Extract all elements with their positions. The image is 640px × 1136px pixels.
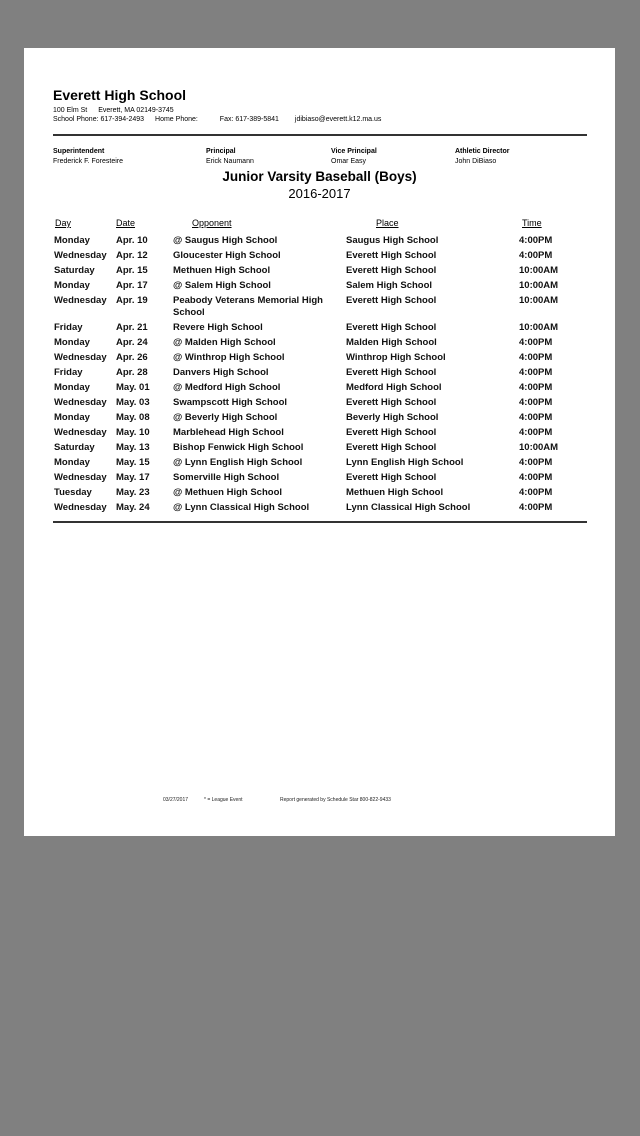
header-divider [53, 134, 587, 136]
game-time: 4:00PM [519, 352, 553, 363]
table-row [24, 235, 615, 250]
column-header-date: Date [116, 218, 136, 228]
table-row [24, 397, 615, 412]
game-opponent: @ Saugus High School [173, 235, 278, 246]
game-place: Everett High School [346, 265, 437, 276]
game-opponent: @ Salem High School [173, 280, 271, 291]
game-place: Saugus High School [346, 235, 439, 246]
table-row [24, 442, 615, 457]
game-time: 4:00PM [519, 235, 553, 246]
game-place: Lynn English High School [346, 457, 464, 468]
game-opponent: Danvers High School [173, 367, 269, 378]
game-opponent: Bishop Fenwick High School [173, 442, 304, 453]
game-date: Apr. 28 [116, 367, 148, 378]
staff-name: John DiBiaso [455, 158, 497, 165]
school-name: Everett High School [53, 87, 187, 103]
staff-superintendent [53, 147, 123, 167]
game-place: Everett High School [346, 295, 437, 306]
staff-principal [206, 147, 254, 167]
game-day: Monday [54, 457, 90, 468]
game-date: May. 03 [116, 397, 150, 408]
table-row [24, 382, 615, 397]
game-day: Friday [54, 322, 83, 333]
game-place: Methuen High School [346, 487, 444, 498]
game-time: 4:00PM [519, 382, 553, 393]
game-day: Monday [54, 412, 90, 423]
table-row [24, 367, 615, 382]
game-time: 10:00AM [519, 322, 559, 333]
game-date: Apr. 10 [116, 235, 148, 246]
game-date: Apr. 12 [116, 250, 148, 261]
game-day: Monday [54, 382, 90, 393]
report-title: Junior Varsity Baseball (Boys) [222, 169, 417, 184]
game-opponent: @ Malden High School [173, 337, 276, 348]
game-date: May. 08 [116, 412, 150, 423]
column-header-time: Time [522, 218, 542, 228]
table-row [24, 352, 615, 367]
game-day: Monday [54, 235, 90, 246]
game-time: 10:00AM [519, 442, 559, 453]
document-page [24, 48, 615, 836]
game-place: Everett High School [346, 427, 437, 438]
game-day: Saturday [54, 442, 95, 453]
table-row [24, 250, 615, 265]
table-row [24, 280, 615, 295]
game-date: May. 10 [116, 427, 150, 438]
schedule-table [24, 235, 615, 517]
game-place: Everett High School [346, 397, 437, 408]
game-opponent: Somerville High School [173, 472, 280, 483]
game-opponent: @ Beverly High School [173, 412, 278, 423]
table-row [24, 487, 615, 502]
game-time: 4:00PM [519, 502, 553, 513]
game-day: Wednesday [54, 397, 107, 408]
game-place: Winthrop High School [346, 352, 446, 363]
table-row [24, 412, 615, 427]
game-opponent: @ Lynn Classical High School [173, 502, 310, 513]
staff-name: Omar Easy [331, 158, 367, 165]
game-place: Everett High School [346, 367, 437, 378]
game-place: Salem High School [346, 280, 433, 291]
game-opponent: @ Winthrop High School [173, 352, 285, 363]
game-opponent: @ Methuen High School [173, 487, 283, 498]
game-opponent: Swampscott High School [173, 397, 288, 408]
game-time: 4:00PM [519, 427, 553, 438]
game-time: 4:00PM [519, 412, 553, 423]
game-time: 10:00AM [519, 295, 559, 306]
game-day: Monday [54, 280, 90, 291]
game-place: Malden High School [346, 337, 437, 348]
game-place: Beverly High School [346, 412, 439, 423]
game-day: Friday [54, 367, 83, 378]
game-day: Wednesday [54, 427, 107, 438]
game-day: Wednesday [54, 250, 107, 261]
game-date: Apr. 17 [116, 280, 148, 291]
contact-line [53, 116, 390, 123]
game-opponent: Marblehead High School [173, 427, 284, 438]
game-time: 4:00PM [519, 472, 553, 483]
report-season: 2016-2017 [288, 186, 351, 201]
game-day: Tuesday [54, 487, 92, 498]
game-time: 4:00PM [519, 337, 553, 348]
game-date: May. 15 [116, 457, 150, 468]
game-time: 4:00PM [519, 250, 553, 261]
game-place: Medford High School [346, 382, 442, 393]
game-place: Everett High School [346, 250, 437, 261]
game-date: Apr. 21 [116, 322, 148, 333]
game-time: 10:00AM [519, 280, 559, 291]
column-header-day: Day [55, 218, 72, 228]
game-date: May. 23 [116, 487, 150, 498]
game-place: Lynn Classical High School [346, 502, 471, 513]
staff-name: Frederick F. Foresteire [53, 158, 124, 165]
game-date: Apr. 19 [116, 295, 148, 306]
table-row [24, 337, 615, 352]
table-row [24, 472, 615, 487]
game-day: Wednesday [54, 295, 107, 306]
game-opponent: @ Medford High School [173, 382, 281, 393]
staff-role: Superintendent [53, 148, 105, 155]
staff-role: Principal [206, 148, 236, 155]
game-date: Apr. 26 [116, 352, 148, 363]
table-row [24, 457, 615, 472]
staff-role: Athletic Director [455, 148, 510, 155]
game-opponent: Revere High School [173, 322, 263, 333]
game-time: 4:00PM [519, 487, 553, 498]
table-row [24, 427, 615, 442]
game-day: Wednesday [54, 352, 107, 363]
staff-role: Vice Principal [331, 148, 377, 155]
table-row [24, 502, 615, 517]
game-place: Everett High School [346, 442, 437, 453]
game-date: May. 13 [116, 442, 150, 453]
game-date: Apr. 15 [116, 265, 148, 276]
table-bottom-divider [53, 521, 587, 523]
table-row [24, 265, 615, 280]
school-phone: School Phone: 617-394-2493 [53, 116, 145, 123]
staff-vice-principal [331, 147, 377, 167]
staff-name: Erick Naumann [206, 158, 254, 165]
address-line [53, 107, 183, 114]
contact-email: jdibiaso@everett.k12.ma.us [294, 116, 382, 123]
game-date: May. 17 [116, 472, 150, 483]
home-phone: Home Phone: [155, 116, 198, 123]
game-opponent: Gloucester High School [173, 250, 281, 261]
game-day: Wednesday [54, 502, 107, 513]
game-place: Everett High School [346, 322, 437, 333]
game-opponent: @ Lynn English High School [173, 457, 303, 468]
footer-date: 03/27/2017 [163, 797, 189, 803]
column-header-opponent: Opponent [192, 218, 232, 228]
street-address: 100 Elm St [53, 107, 88, 114]
game-day: Saturday [54, 265, 95, 276]
fax-number: Fax: 617-389-5841 [219, 116, 279, 123]
game-opponent: Peabody Veterans Memorial High School [173, 295, 323, 318]
game-date: May. 24 [116, 502, 150, 513]
game-place: Everett High School [346, 472, 437, 483]
footer-legend: * = League Event [204, 797, 243, 803]
city-state-zip: Everett, MA 02149-3745 [98, 107, 174, 114]
game-day: Wednesday [54, 472, 107, 483]
table-row [24, 295, 615, 322]
game-time: 4:00PM [519, 367, 553, 378]
table-row [24, 322, 615, 337]
game-date: Apr. 24 [116, 337, 148, 348]
game-day: Monday [54, 337, 90, 348]
game-time: 4:00PM [519, 397, 553, 408]
game-time: 10:00AM [519, 265, 559, 276]
game-date: May. 01 [116, 382, 150, 393]
game-time: 4:00PM [519, 457, 553, 468]
staff-athletic-director [455, 147, 509, 167]
column-header-place: Place [376, 218, 399, 228]
game-opponent: Methuen High School [173, 265, 271, 276]
footer-generated-by: Report generated by Schedule Star 800-822-9433 [280, 797, 391, 803]
